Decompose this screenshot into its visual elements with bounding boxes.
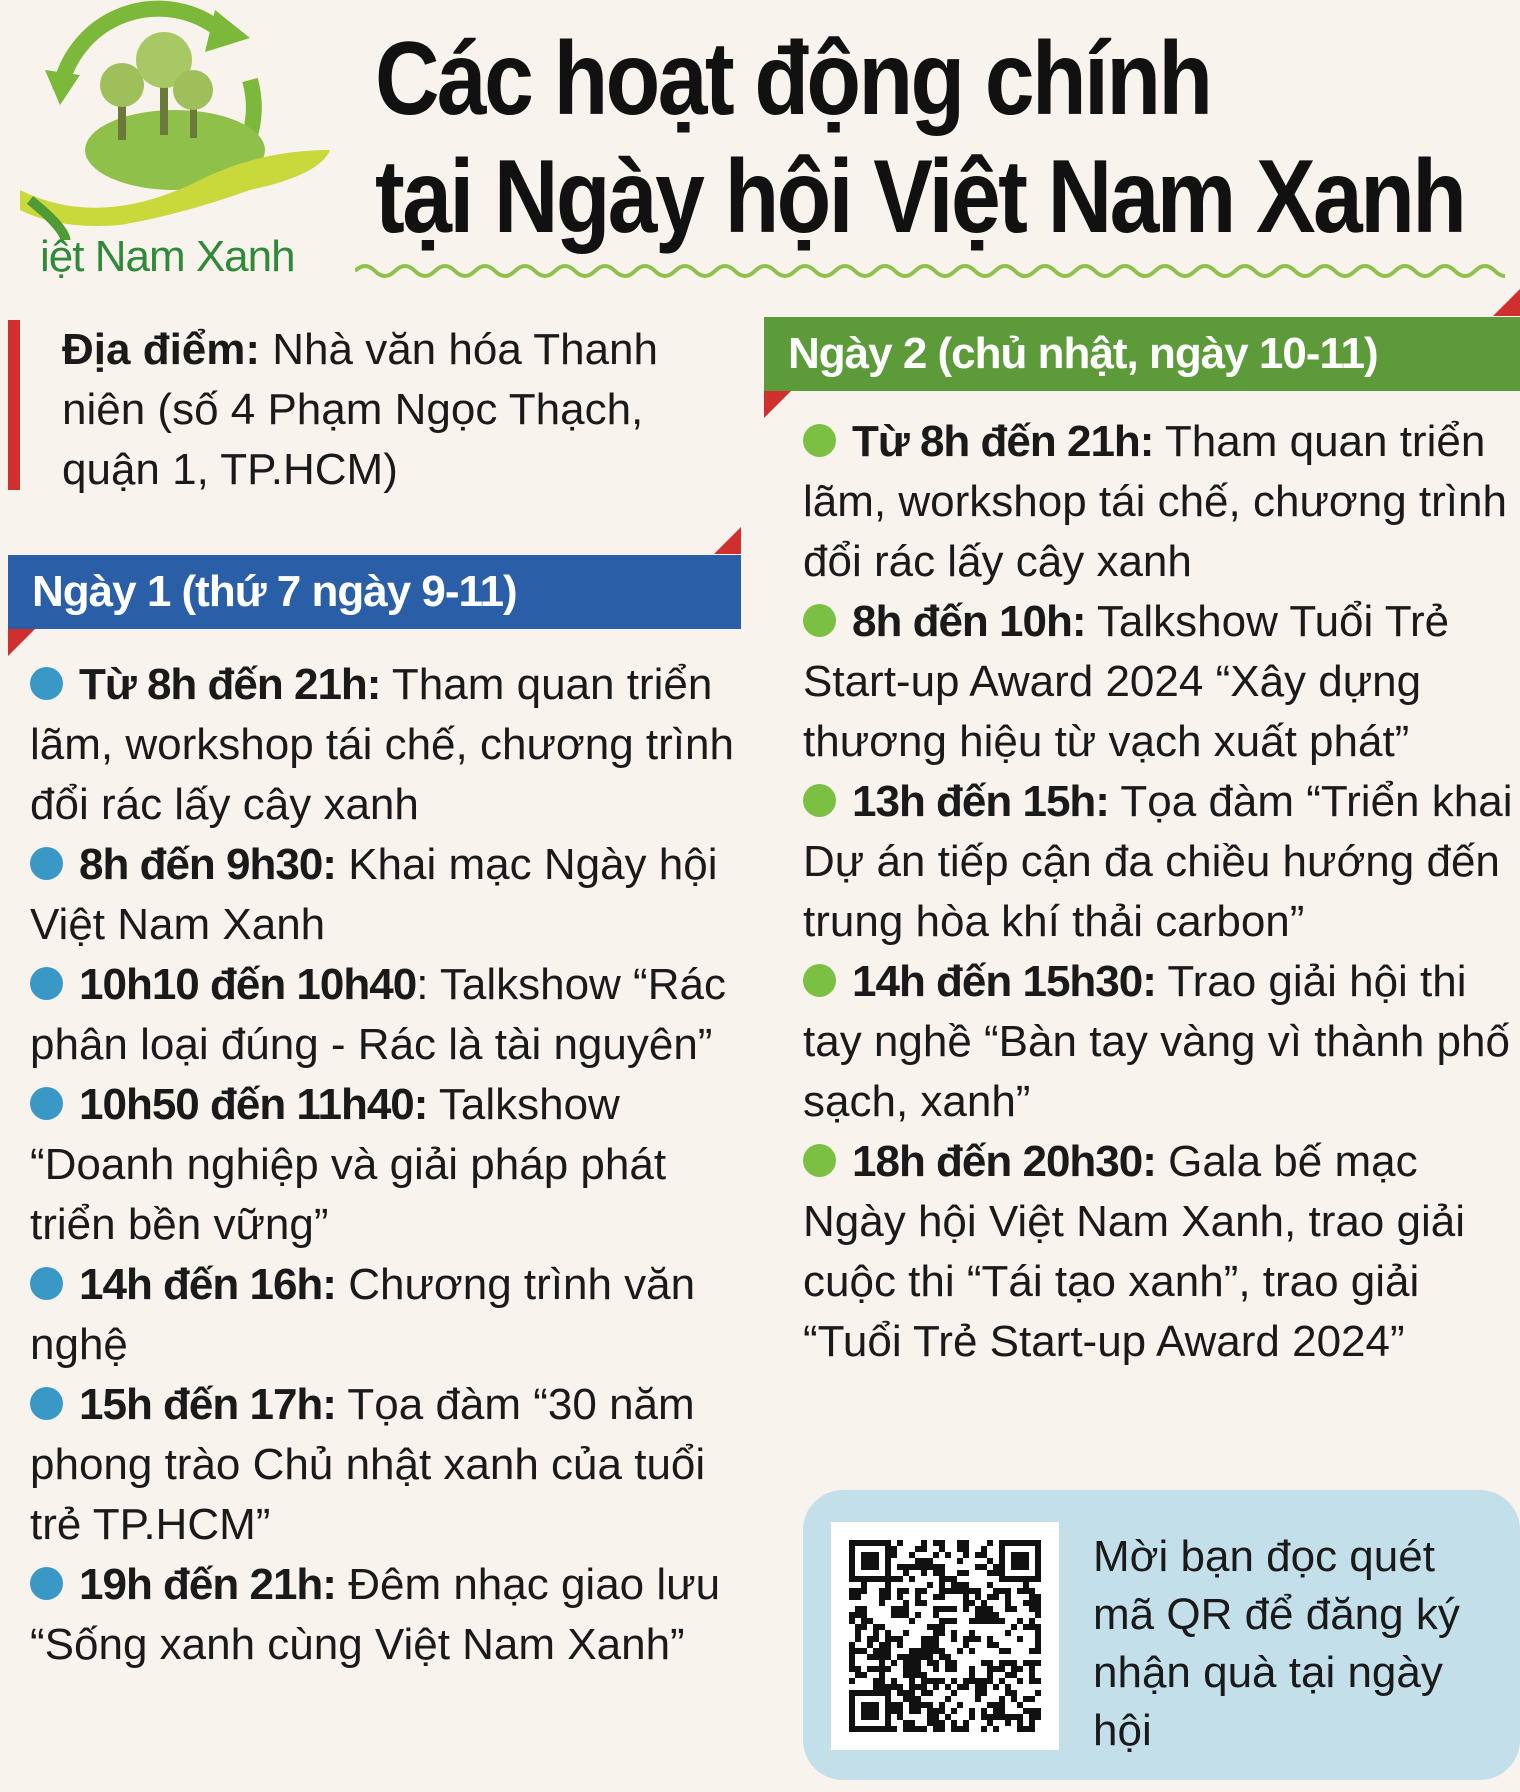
bullet-icon [30, 967, 63, 1000]
schedule-item [803, 592, 1520, 772]
title-line-1: Các hoạt động chính [375, 21, 1211, 137]
day2-schedule [803, 412, 1520, 1372]
schedule-item [30, 655, 760, 835]
schedule-item [803, 772, 1520, 952]
schedule-item [30, 1555, 760, 1675]
schedule-time: 8h đến 9h30: [79, 840, 336, 889]
schedule-desc: Tham quan triển lãm, workshop tái chế, chương trình đổi rác lấy cây xanh [803, 417, 1507, 586]
schedule-desc: Talkshow Tuổi Trẻ Start-up Award 2024 “Xây dựng thương hiệu từ vạch xuất phát” [803, 597, 1450, 766]
schedule-desc: Chương trình văn nghệ [30, 1260, 696, 1369]
qr-box [803, 1490, 1520, 1780]
bullet-icon [30, 847, 63, 880]
day2-heading: Ngày 2 (chủ nhật, ngày 10-11) [764, 317, 1520, 391]
schedule-time: 10h10 đến 10h40 [79, 960, 417, 1009]
schedule-item [30, 1255, 760, 1375]
page-title [375, 20, 1465, 256]
bullet-icon [30, 1087, 63, 1120]
corner-flag [714, 527, 741, 554]
bullet-icon [30, 1387, 63, 1420]
location-label: Địa điểm: [62, 325, 261, 374]
schedule-time: 13h đến 15h: [852, 777, 1109, 826]
schedule-item [803, 412, 1520, 592]
schedule-time: Từ 8h đến 21h: [852, 417, 1154, 466]
schedule-item [30, 1075, 760, 1255]
schedule-desc: Tham quan triển lãm, workshop tái chế, chương trình đổi rác lấy cây xanh [30, 660, 734, 829]
bullet-icon [803, 604, 836, 637]
bullet-icon [803, 964, 836, 997]
schedule-desc: Tọa đàm “Triển khai Dự án tiếp cận đa chiều hướng đến trung hòa khí thải carbon” [803, 777, 1513, 946]
schedule-item [803, 952, 1520, 1132]
day1-schedule [30, 655, 760, 1675]
schedule-desc: Khai mạc Ngày hội Việt Nam Xanh [30, 840, 718, 949]
bullet-icon [30, 1267, 63, 1300]
logo [0, 0, 350, 290]
logo-text: iệt Nam Xanh [40, 232, 295, 281]
schedule-desc: Gala bế mạc Ngày hội Việt Nam Xanh, trao giải cuộc thi “Tái tạo xanh”, trao giải “Tuổi Trẻ Start-up Award 2024” [803, 1137, 1465, 1366]
bullet-icon [30, 1567, 63, 1600]
location-value: Nhà văn hóa Thanh niên (số 4 Phạm Ngọc Thạch, quận 1, TP.HCM) [62, 325, 658, 494]
bullet-icon [803, 1144, 836, 1177]
schedule-time: 14h đến 16h: [79, 1260, 336, 1309]
schedule-time: 15h đến 17h: [79, 1380, 336, 1429]
schedule-item [30, 955, 760, 1075]
recycle-tree-icon [0, 0, 350, 240]
schedule-time: 8h đến 10h: [852, 597, 1086, 646]
schedule-desc: Tọa đàm “30 năm phong trào Chủ nhật xanh của tuổi trẻ TP.HCM” [30, 1380, 706, 1549]
schedule-desc: Đêm nhạc giao lưu “Sống xanh cùng Việt Nam Xanh” [30, 1560, 721, 1669]
bullet-icon [803, 784, 836, 817]
schedule-desc: Trao giải hội thi tay nghề “Bàn tay vàng vì thành phố sạch, xanh” [803, 957, 1510, 1126]
corner-flag [764, 391, 791, 418]
schedule-item [803, 1132, 1520, 1372]
bullet-icon [803, 424, 836, 457]
day1-heading: Ngày 1 (thứ 7 ngày 9-11) [8, 555, 741, 629]
schedule-item [30, 835, 760, 955]
qr-instruction: Mời bạn đọc quét mã QR để đăng ký nhận quà tại ngày hội [1093, 1532, 1460, 1755]
schedule-desc: Talkshow “Doanh nghiệp và giải pháp phát triển bền vững” [30, 1080, 667, 1249]
title-line-2: tại Ngày hội Việt Nam Xanh [375, 139, 1465, 255]
bullet-icon [30, 667, 63, 700]
qr-code-icon [849, 1540, 1041, 1732]
location-block [8, 320, 728, 494]
schedule-desc: : Talkshow “Rác phân loại đúng - Rác là tài nguyên” [30, 960, 726, 1069]
wavy-divider [355, 258, 1505, 284]
schedule-time: 10h50 đến 11h40: [79, 1080, 428, 1129]
schedule-item [30, 1375, 760, 1555]
schedule-time: 18h đến 20h30: [852, 1137, 1156, 1186]
corner-flag [8, 629, 35, 656]
corner-flag [1493, 289, 1520, 316]
schedule-time: 19h đến 21h: [79, 1560, 336, 1609]
qr-code[interactable] [831, 1522, 1059, 1750]
schedule-time: 14h đến 15h30: [852, 957, 1156, 1006]
schedule-time: Từ 8h đến 21h: [79, 660, 381, 709]
